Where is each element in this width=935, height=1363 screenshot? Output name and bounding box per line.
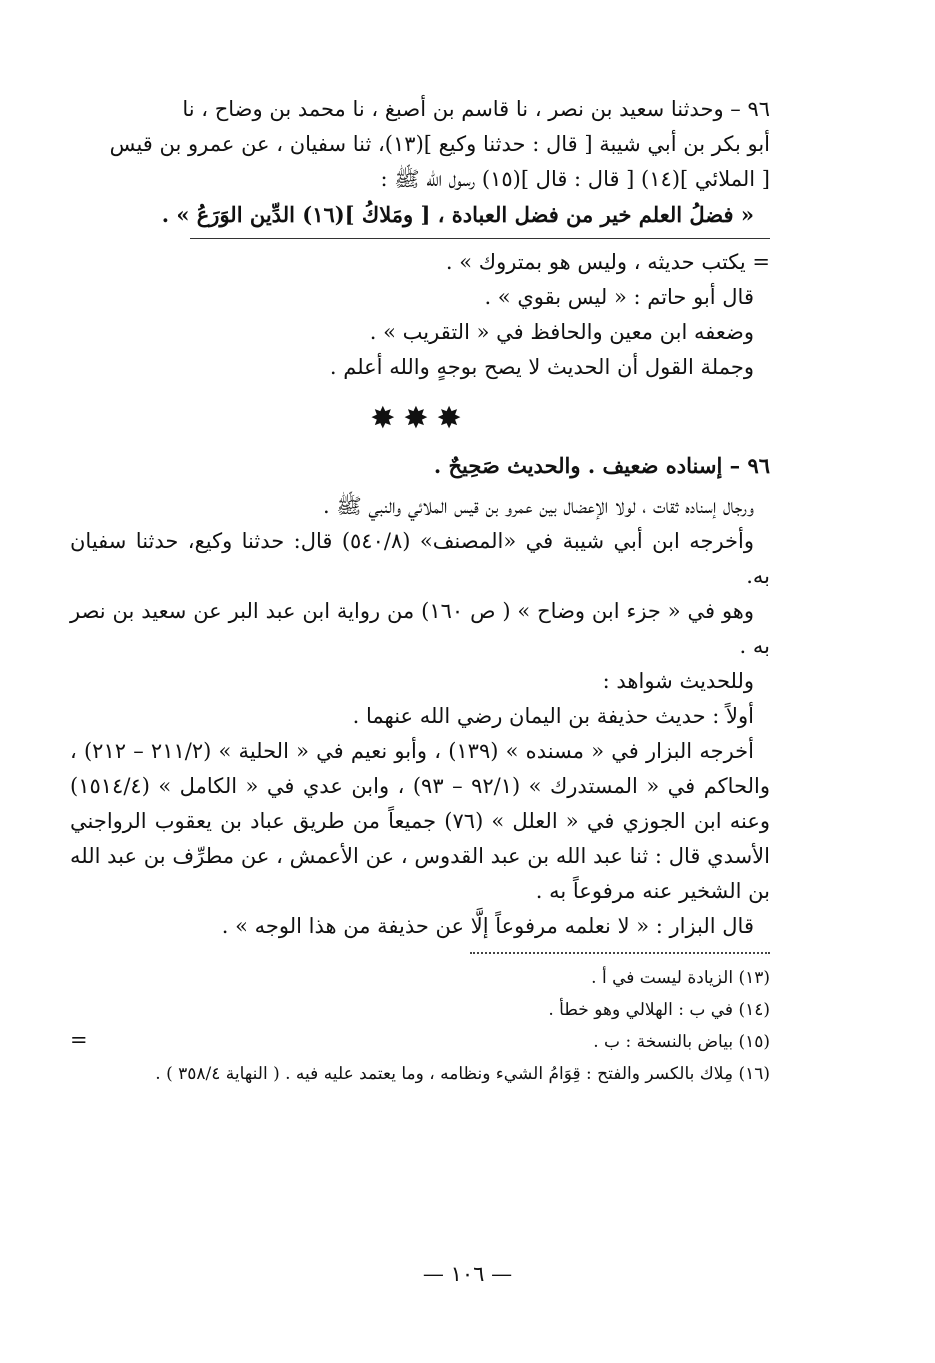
takhrij-paragraph-4: وللحديث شواهد : — [602, 669, 754, 693]
footnote-16: (١٦) مِلاك بالكسر والفتح : قِوَامُ الشيء ونظامه ، وما يعتمد عليه فيه . ( النهاية ٣٥٨/٤ ) . — [155, 1064, 770, 1084]
takhrij-paragraph-6: أخرجه البزار في « مسنده » (١٣٩) ، وأبو نعيم في « الحلية » (٢١١/٢ – ٢١٢) ، والحاكم في « المستدرك » (٩٢/١ – ٩٣) ، وابن عدي في « الكامل » (١٥١٤/٤) وعنه ابن الجوزي في « العلل » (٧٦) جميعاً من طريق عباد بن يعقوب الرواجني الأسدي قال : ثنا عبد الله بن عبد القدوس ، عن الأعمش ، عن مطرِّف بن عبد الله بن الشخير عنه مرفوعاً به . — [70, 739, 770, 903]
footnote-15: (١٥) بياض بالنسخة : ب . — [593, 1032, 770, 1052]
footnote-14: (١٤) في ب : الهلالي وهو خطأ . — [548, 1000, 770, 1020]
asterism-separator: ✸✸✸ — [370, 401, 470, 436]
takhrij-paragraph-2: وأخرجه ابن أبي شيبة في «المصنف» (٥٤٠/٨) قال: حدثنا وكيع، حدثنا سفيان به. — [70, 529, 770, 588]
prev-note-line-3: وضعفه ابن معين والحافظ في « التقريب » . — [369, 320, 754, 344]
continuation-mark: = — [70, 1028, 88, 1052]
takhrij-paragraph-3: وهو في « جزء ابن وضاح » ( ص ١٦٠) من رواية ابن عبد البر عن سعيد بن نصر به . — [70, 599, 770, 658]
takhrij-heading: ٩٦ – إسناده ضعيف . والحديث صَحِيحٌ . — [433, 453, 770, 478]
prev-note-line-2: قال أبو حاتم : « ليس بقوي » . — [484, 285, 754, 309]
prev-note-line-1: = يكتب حديثه ، وليس هو بمتروك » . — [445, 250, 770, 274]
footnote-divider — [470, 952, 770, 954]
hadith-line-3: [ الملائي ](١٤) [ قال : قال ](١٥) رسول الله ﷺ : — [380, 167, 770, 191]
footnote-13: (١٣) الزيادة ليست في أ . — [591, 968, 770, 988]
page-number: — ١٠٦ — — [422, 1262, 513, 1286]
prev-note-line-4: وجملة القول أن الحديث لا يصح بوجهٍ والله أعلم . — [329, 355, 754, 379]
hadith-line-1: ٩٦ – وحدثنا سعيد بن نصر ، نا قاسم بن أصبغ ، نا محمد بن وضاح ، نا — [182, 97, 770, 121]
takhrij-paragraph-1: ورجال إسناده ثقات ، لولا الإعضال بين عمرو بن قيس الملائي والنبي ﷺ . — [323, 494, 754, 518]
section-divider — [190, 238, 770, 239]
takhrij-paragraph-5: أولاً : حديث حذيفة بن اليمان رضي الله عنهما . — [352, 704, 754, 728]
hadith-matn: « فضلُ العلم خير من فضل العبادة ، [ ومَلاكُ ](١٦) الدِّين الوَرَعُ » . — [161, 202, 754, 227]
hadith-line-2: أبو بكر بن أبي شيبة [ قال : حدثنا وكيع ](١٣)، ثنا سفيان ، عن عمرو بن قيس — [109, 132, 770, 156]
page-body — [70, 92, 770, 1090]
takhrij-paragraph-7: قال البزار : « لا نعلمه مرفوعاً إلَّا عن حذيفة من هذا الوجه » . — [221, 914, 754, 938]
